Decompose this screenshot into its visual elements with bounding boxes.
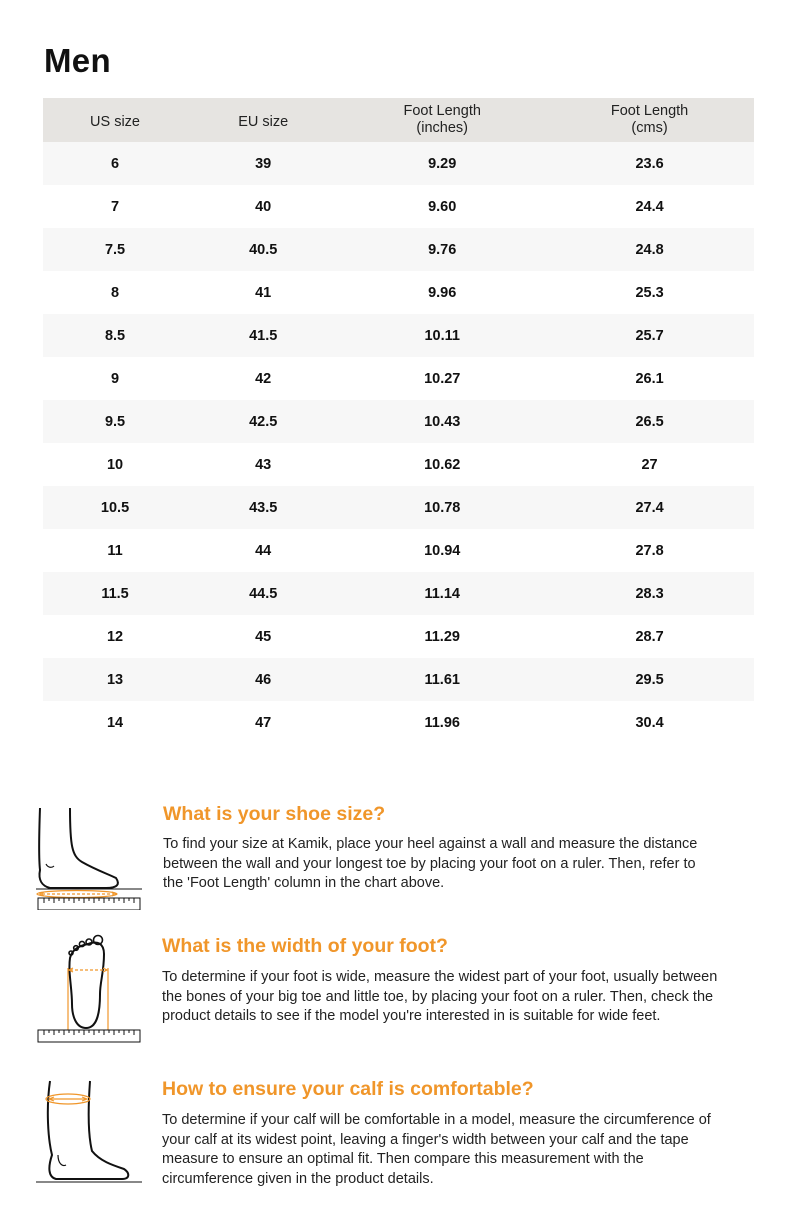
us-size-cell: 14 (106, 714, 124, 731)
eu-size-cell: 47 (255, 714, 272, 731)
table-row (43, 701, 754, 744)
eu-size-cell: 41 (255, 284, 272, 301)
foot-width-ruler-icon (36, 932, 144, 1049)
us-size-cell: 10.5 (43, 486, 187, 529)
table-row (43, 658, 754, 701)
page-title: Men (44, 42, 111, 79)
shoe-size-info (0, 800, 792, 910)
table-row (43, 529, 754, 572)
calf-heading: How to ensure your calf is comfortable? (162, 1078, 534, 1100)
eu-size-cell: 46 (187, 658, 339, 701)
header-foot-length-inches: Foot Length (inches) (339, 98, 545, 142)
foot-length-cms-cell: 24.8 (545, 228, 754, 271)
table-row (43, 486, 754, 529)
foot-length-inches-cell: 10.27 (424, 370, 461, 387)
eu-size-cell: 43 (255, 456, 272, 473)
eu-size-cell: 44 (255, 542, 272, 559)
table-row (43, 271, 754, 314)
eu-size-cell: 45 (255, 628, 272, 645)
eu-size-cell: 39 (187, 142, 339, 185)
foot-length-inches-cell: 9.76 (339, 228, 545, 271)
eu-size-cell: 40.5 (187, 228, 339, 271)
foot-length-inches-cell: 9.29 (339, 142, 545, 185)
table-row (43, 185, 754, 228)
foot-width-info (0, 932, 792, 1047)
table-row (43, 228, 754, 271)
us-size-cell: 6 (43, 142, 187, 185)
calf-text: To determine if your calf will be comfortable in a model, measure the circumference of your calf at its widest point, leaving a finger's width between your calf and the tape measure to ensure an optimal fit. Then compare this measurement with the circumference given in the product details. (162, 1112, 711, 1187)
eu-size-cell: 42 (255, 370, 272, 387)
header-us-size: US size (43, 98, 187, 142)
calf-info (0, 1075, 792, 1195)
foot-length-cms-cell: 27.4 (545, 486, 754, 529)
us-size-cell: 9 (110, 370, 120, 387)
foot-length-cms-cell: 26.1 (635, 370, 664, 387)
shoe-size-heading: What is your shoe size? (163, 803, 386, 825)
foot-length-cms-cell: 25.7 (545, 314, 754, 357)
eu-size-cell: 41.5 (187, 314, 339, 357)
foot-length-ruler-icon (36, 806, 144, 915)
us-size-cell: 8.5 (43, 314, 187, 357)
foot-length-inches-cell: 10.11 (339, 314, 545, 357)
foot-length-inches-cell: 11.14 (339, 572, 545, 615)
table-row (43, 142, 754, 185)
foot-length-cms-cell: 27.8 (635, 542, 664, 559)
foot-length-inches-cell: 10.78 (339, 486, 545, 529)
table-row (43, 400, 754, 443)
header-eu-size: EU size (187, 98, 339, 142)
foot-length-cms-cell: 28.3 (545, 572, 754, 615)
foot-width-heading: What is the width of your foot? (162, 935, 448, 957)
foot-width-text: To determine if your foot is wide, measure the widest part of your foot, usually between the bones of your big toe and little toe, by placing your foot on a ruler. Then, check the product details to see if the model you're interested in is suitable for wide feet. (162, 969, 718, 1024)
size-chart-table (43, 98, 754, 744)
foot-length-inches-cell: 11.96 (424, 714, 460, 731)
foot-length-cms-cell: 23.6 (545, 142, 754, 185)
us-size-cell: 9.5 (43, 400, 187, 443)
foot-length-cms-cell: 25.3 (635, 284, 664, 301)
foot-length-inches-cell: 9.96 (428, 284, 457, 301)
shoe-size-text: To find your size at Kamik, place your heel against a wall and measure the distance between the wall and your longest toe by placing your foot on a ruler. Then, refer to the 'Foot Length' column in the chart above. (163, 836, 698, 891)
eu-size-cell: 40 (255, 198, 272, 215)
table-row (43, 443, 754, 486)
foot-length-cms-cell: 30.4 (635, 714, 664, 731)
foot-length-inches-cell: 11.29 (424, 628, 460, 645)
eu-size-cell: 44.5 (187, 572, 339, 615)
table-row (43, 314, 754, 357)
us-size-cell: 7.5 (43, 228, 187, 271)
table-row (43, 615, 754, 658)
us-size-cell: 10 (106, 456, 124, 473)
us-size-cell: 7 (110, 198, 120, 215)
foot-length-inches-cell: 10.94 (424, 542, 461, 559)
foot-length-inches-cell: 9.60 (428, 198, 457, 215)
us-size-cell: 11.5 (43, 572, 187, 615)
foot-length-cms-cell: 29.5 (545, 658, 754, 701)
table-header-row (43, 98, 754, 142)
foot-length-cms-cell: 27 (641, 456, 658, 473)
us-size-cell: 13 (43, 658, 187, 701)
eu-size-cell: 42.5 (187, 400, 339, 443)
eu-size-cell: 43.5 (187, 486, 339, 529)
table-row (43, 357, 754, 400)
us-size-cell: 11 (107, 542, 123, 559)
header-foot-length-cms: Foot Length (cms) (545, 98, 754, 142)
foot-length-inches-cell: 11.61 (339, 658, 545, 701)
foot-length-cms-cell: 28.7 (635, 628, 664, 645)
table-row (43, 572, 754, 615)
foot-length-inches-cell: 10.62 (424, 456, 461, 473)
foot-length-cms-cell: 24.4 (635, 198, 664, 215)
calf-measure-icon (36, 1079, 144, 1190)
foot-length-inches-cell: 10.43 (339, 400, 545, 443)
foot-length-cms-cell: 26.5 (545, 400, 754, 443)
us-size-cell: 12 (106, 628, 124, 645)
us-size-cell: 8 (110, 284, 120, 301)
